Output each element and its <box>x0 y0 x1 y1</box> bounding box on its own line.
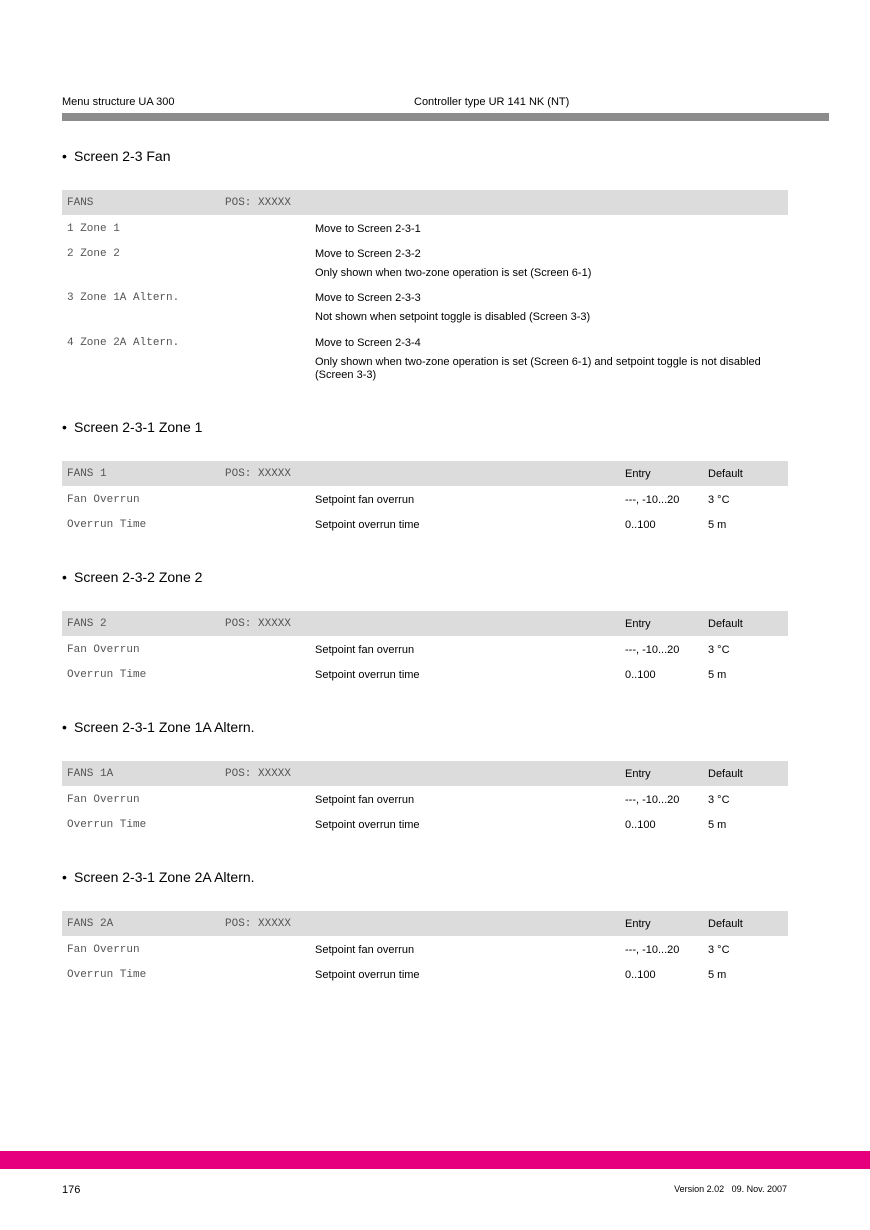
row-name: 2 Zone 2 <box>67 248 120 260</box>
row-default: 3 °C <box>708 494 730 506</box>
table-row <box>62 669 788 694</box>
section-zone-1a <box>62 717 788 831</box>
row-description <box>315 337 787 382</box>
row-desc-line: Move to Screen 2-3-3 <box>315 292 421 304</box>
header-screen-name: FANS 1A <box>67 768 114 780</box>
section-title <box>62 717 788 737</box>
bullet-icon: • <box>62 148 67 164</box>
row-desc-line: Move to Screen 2-3-1 <box>315 223 421 235</box>
header-entry: Entry <box>625 768 651 780</box>
row-name: Fan Overrun <box>67 794 140 806</box>
section-title-text: Screen 2-3-1 Zone 2A Altern. <box>74 869 255 885</box>
row-entry: 0..100 <box>625 669 656 681</box>
header-document-title: Menu structure UA 300 <box>62 96 175 108</box>
row-description <box>315 292 787 330</box>
header-pos: POS: XXXXX <box>225 468 292 480</box>
version-info: Version 2.02 09. Nov. 2007 <box>674 1184 787 1194</box>
row-description: Setpoint overrun time <box>315 969 420 981</box>
row-default: 3 °C <box>708 644 730 656</box>
table-row <box>62 819 788 844</box>
row-description: Setpoint fan overrun <box>315 494 415 506</box>
section-zone-2 <box>62 567 788 681</box>
footer-accent-bar <box>0 1151 870 1169</box>
table-row <box>62 292 788 337</box>
zone-table <box>62 461 788 544</box>
header-screen-name: FANS 1 <box>67 468 107 480</box>
table-header <box>62 461 788 486</box>
section-title <box>62 867 788 887</box>
header-controller-type: Controller type UR 141 NK (NT) <box>414 96 570 108</box>
header-default: Default <box>708 618 743 630</box>
row-name: Overrun Time <box>67 819 147 831</box>
row-description: Setpoint overrun time <box>315 819 420 831</box>
section-title-text: Screen 2-3 Fan <box>74 148 171 164</box>
table-header <box>62 190 788 215</box>
row-desc-line: Move to Screen 2-3-2 <box>315 248 421 260</box>
header-default: Default <box>708 468 743 480</box>
header-pos: POS: XXXXX <box>225 618 292 630</box>
row-default: 5 m <box>708 669 727 681</box>
row-desc-line: Only shown when two-zone operation is set (Screen 6-1) <box>315 267 592 279</box>
fan-menu-table <box>62 190 788 387</box>
section-screen-fan <box>62 146 788 381</box>
page-number: 176 <box>62 1184 81 1196</box>
row-description: Setpoint fan overrun <box>315 644 415 656</box>
header-pos: POS: XXXXX <box>225 197 292 209</box>
row-description: Setpoint overrun time <box>315 669 420 681</box>
table-row <box>62 494 788 519</box>
row-entry: ---, -10...20 <box>625 494 680 506</box>
row-name: 1 Zone 1 <box>67 223 120 235</box>
bullet-icon: • <box>62 719 67 735</box>
section-title-text: Screen 2-3-1 Zone 1 <box>74 419 203 435</box>
row-entry: 0..100 <box>625 969 656 981</box>
table-row <box>62 519 788 544</box>
row-default: 5 m <box>708 969 727 981</box>
table-row <box>62 644 788 669</box>
row-description: Setpoint fan overrun <box>315 794 415 806</box>
row-entry: ---, -10...20 <box>625 794 680 806</box>
row-entry: 0..100 <box>625 519 656 531</box>
section-zone-2a <box>62 867 788 981</box>
row-desc-line: Only shown when two-zone operation is set (Screen 6-1) and setpoint toggle is not disabled (Screen 3-3) <box>315 356 761 381</box>
header-screen-name: FANS 2A <box>67 918 114 930</box>
header-screen-name: FANS <box>67 197 94 209</box>
section-title <box>62 567 788 587</box>
row-name: 3 Zone 1A Altern. <box>67 292 180 304</box>
row-entry: 0..100 <box>625 819 656 831</box>
header-default: Default <box>708 918 743 930</box>
row-name: Overrun Time <box>67 969 147 981</box>
table-row <box>62 223 788 248</box>
table-row <box>62 794 788 819</box>
table-row <box>62 944 788 969</box>
header-pos: POS: XXXXX <box>225 768 292 780</box>
zone-table <box>62 911 788 994</box>
section-title <box>62 417 788 437</box>
row-default: 5 m <box>708 519 727 531</box>
bullet-icon: • <box>62 419 67 435</box>
section-title-text: Screen 2-3-2 Zone 2 <box>74 569 203 585</box>
row-description: Setpoint fan overrun <box>315 944 415 956</box>
table-header <box>62 761 788 786</box>
table-header <box>62 911 788 936</box>
row-default: 5 m <box>708 819 727 831</box>
bullet-icon: • <box>62 569 67 585</box>
header-pos: POS: XXXXX <box>225 918 292 930</box>
bullet-icon: • <box>62 869 67 885</box>
row-name: Overrun Time <box>67 519 147 531</box>
row-description <box>315 248 787 286</box>
row-description <box>315 223 787 242</box>
row-name: Fan Overrun <box>67 644 140 656</box>
header-divider-bar <box>62 113 829 121</box>
section-title <box>62 146 788 166</box>
header-default: Default <box>708 768 743 780</box>
row-name: 4 Zone 2A Altern. <box>67 337 180 349</box>
row-default: 3 °C <box>708 944 730 956</box>
row-entry: ---, -10...20 <box>625 944 680 956</box>
row-entry: ---, -10...20 <box>625 644 680 656</box>
row-name: Fan Overrun <box>67 494 140 506</box>
zone-table <box>62 761 788 844</box>
section-zone-1 <box>62 417 788 531</box>
header-entry: Entry <box>625 918 651 930</box>
section-title-text: Screen 2-3-1 Zone 1A Altern. <box>74 719 255 735</box>
row-name: Fan Overrun <box>67 944 140 956</box>
table-header <box>62 611 788 636</box>
table-row <box>62 969 788 994</box>
row-name: Overrun Time <box>67 669 147 681</box>
row-default: 3 °C <box>708 794 730 806</box>
header-entry: Entry <box>625 468 651 480</box>
table-row <box>62 337 788 387</box>
row-description: Setpoint overrun time <box>315 519 420 531</box>
header-screen-name: FANS 2 <box>67 618 107 630</box>
header-entry: Entry <box>625 618 651 630</box>
table-row <box>62 248 788 292</box>
row-desc-line: Not shown when setpoint toggle is disabled (Screen 3-3) <box>315 311 591 323</box>
zone-table <box>62 611 788 694</box>
row-desc-line: Move to Screen 2-3-4 <box>315 337 421 349</box>
